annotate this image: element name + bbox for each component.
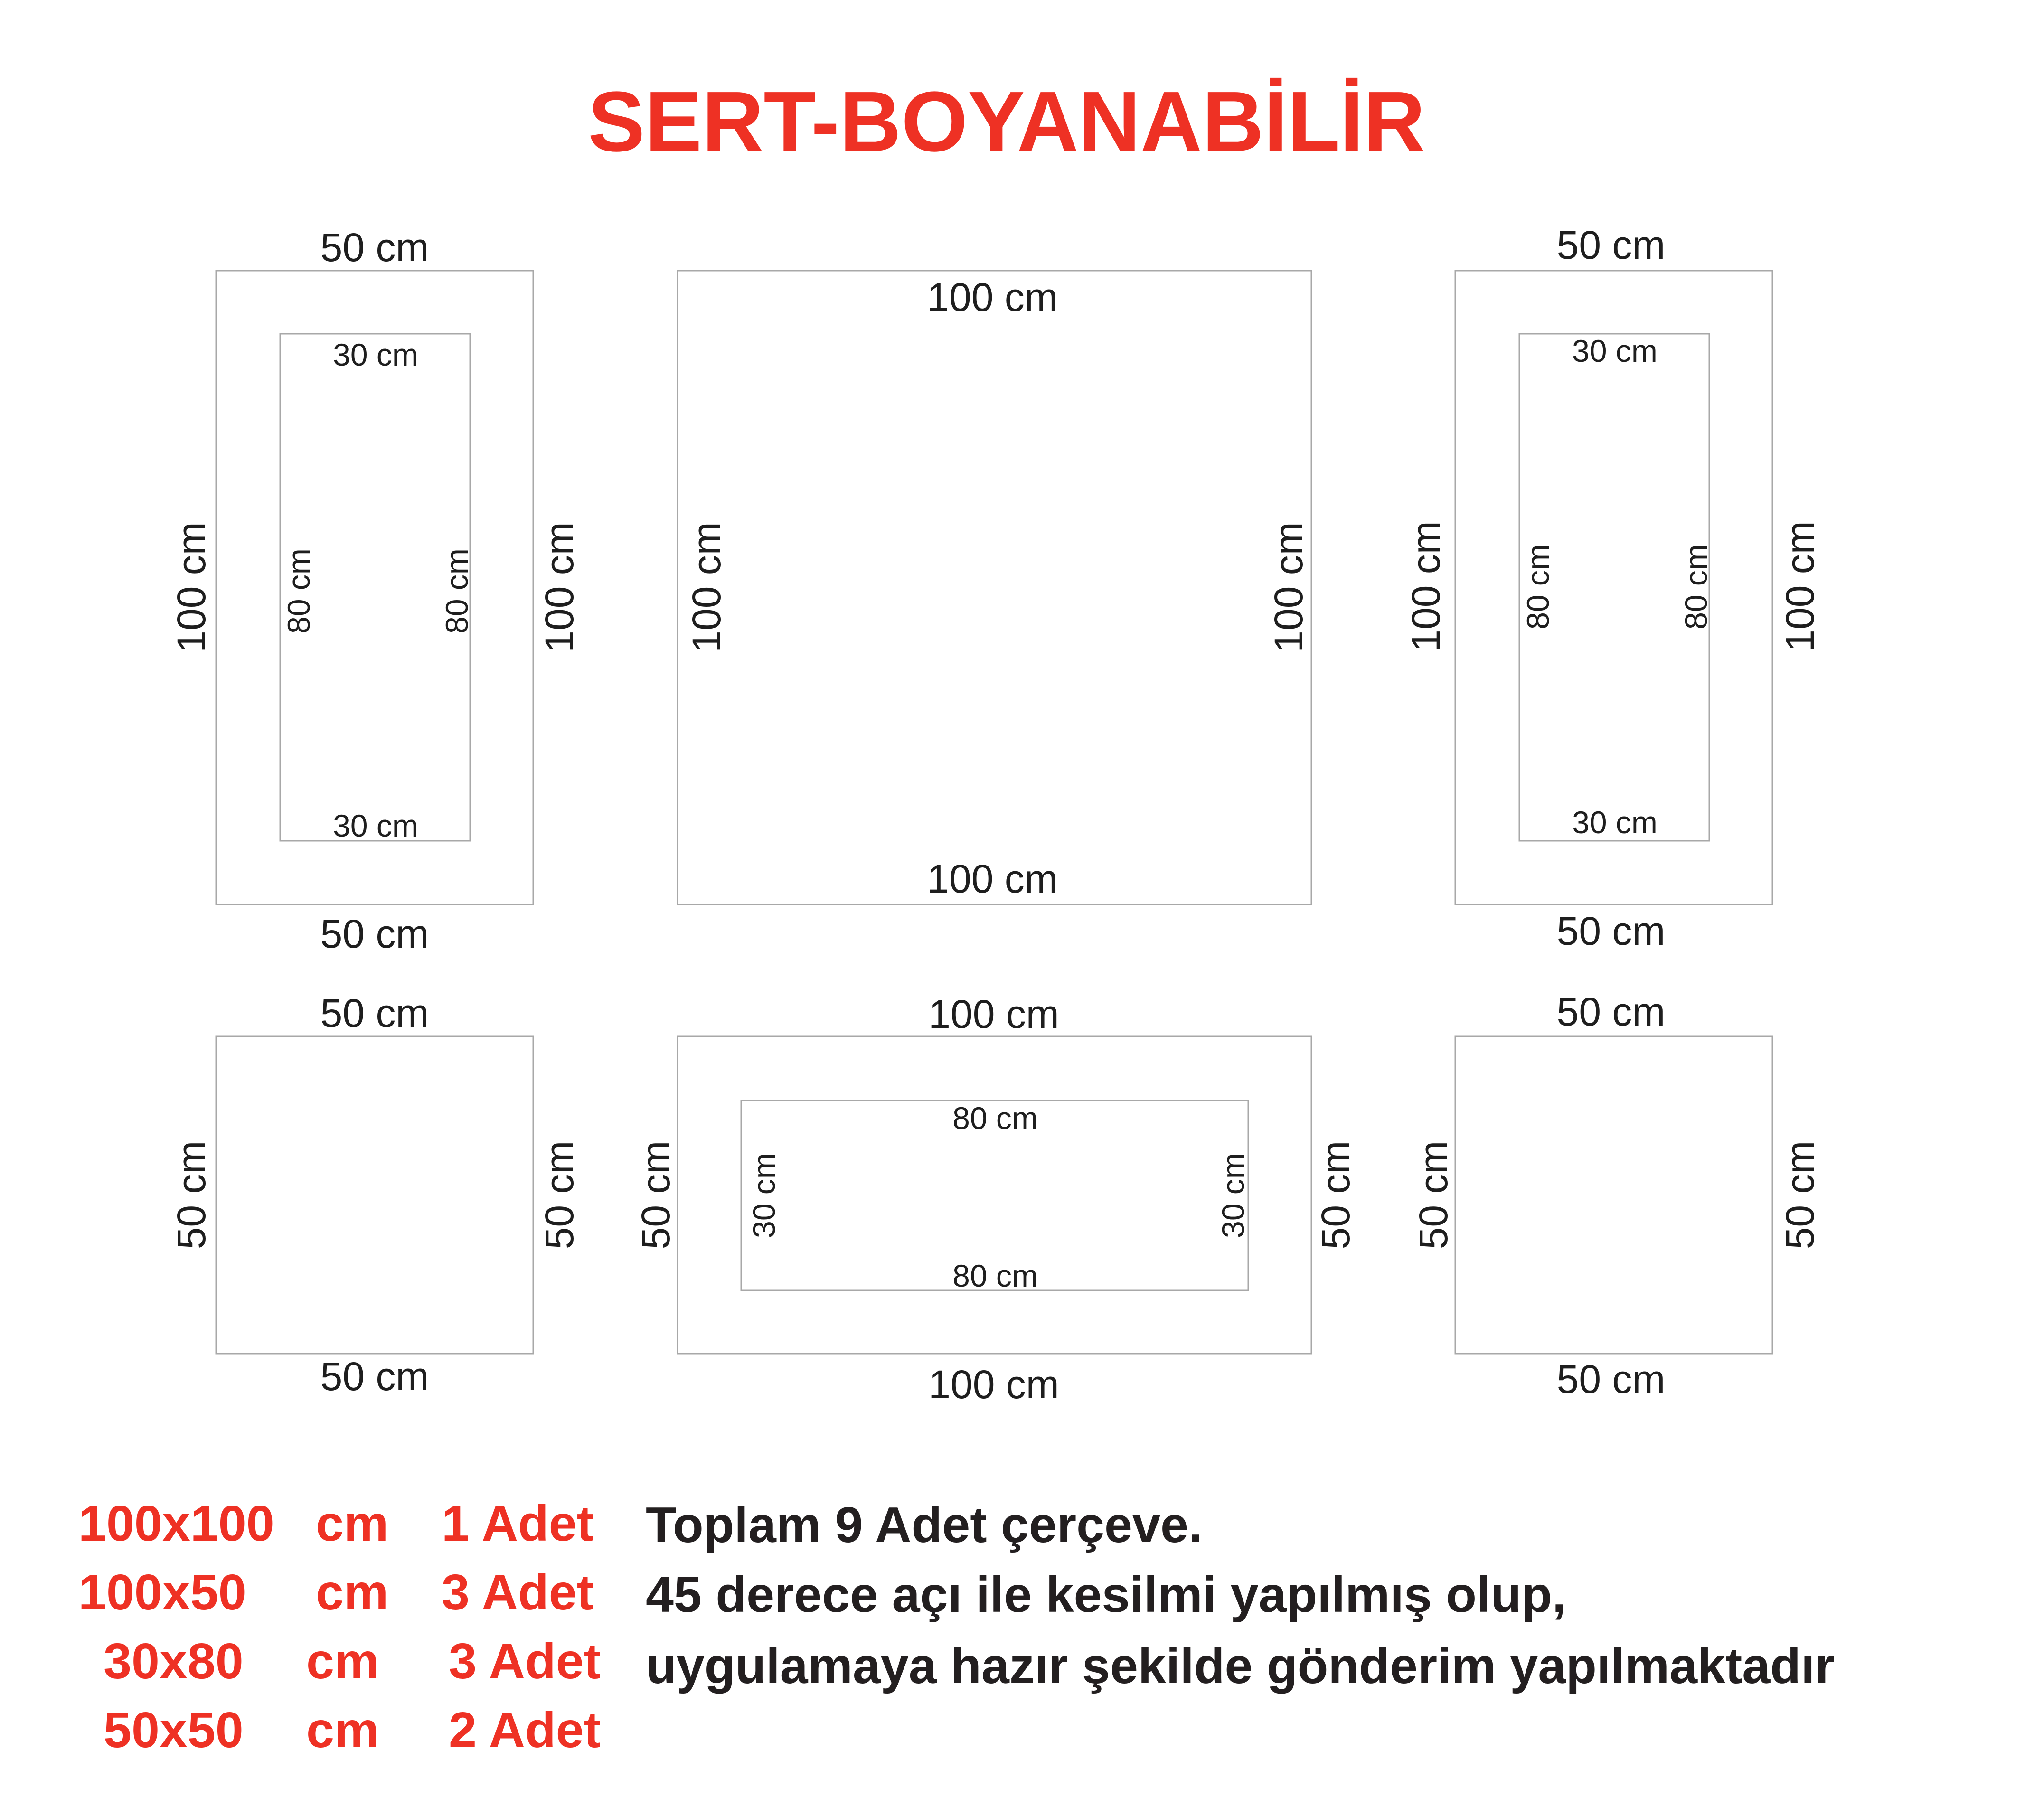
quantity-row (104, 1633, 601, 1689)
outer-frame (678, 271, 1311, 904)
quantity-unit: cm (316, 1496, 389, 1552)
frame-bottom-center (633, 992, 1358, 1407)
outer-bottom-label: 50 cm (320, 912, 429, 956)
quantity-unit: cm (306, 1633, 379, 1689)
outer-frame (1455, 1036, 1772, 1354)
quantity-size: 100x100 (78, 1496, 274, 1552)
inner-left-label: 30 cm (746, 1153, 782, 1238)
outer-left-label: 100 cm (169, 522, 214, 653)
quantity-unit: cm (306, 1702, 379, 1758)
quantity-count: 3 Adet (442, 1564, 594, 1620)
note-line: Toplam 9 Adet çerçeve. (646, 1497, 1203, 1553)
inner-bottom-label: 80 cm (952, 1258, 1038, 1293)
quantity-size: 100x50 (78, 1564, 246, 1620)
outer-frame (216, 1036, 533, 1354)
quantity-count: 1 Adet (442, 1496, 594, 1552)
quantity-size: 50x50 (104, 1702, 244, 1758)
outer-right-label: 50 cm (1778, 1140, 1822, 1250)
note-line: 45 derece açı ile kesilmi yapılmış olup, (646, 1567, 1566, 1623)
frame-top-left (169, 225, 582, 956)
frame-bottom-left (169, 991, 582, 1399)
outer-top-label: 50 cm (1556, 223, 1666, 267)
inner-bottom-label: 30 cm (333, 808, 418, 843)
outer-top-label: 100 cm (928, 992, 1059, 1036)
quantity-unit: cm (316, 1564, 389, 1620)
outer-bottom-label: 100 cm (928, 1362, 1059, 1407)
inner-top-label: 80 cm (952, 1101, 1038, 1136)
quantity-count: 3 Adet (449, 1633, 601, 1689)
inner-right-label: 80 cm (1678, 544, 1714, 630)
outer-left-label: 50 cm (169, 1140, 214, 1250)
note-line: uygulamaya hazır şekilde gönderim yapılmaktadır (646, 1638, 1835, 1694)
outer-right-label: 100 cm (537, 522, 582, 653)
outer-left-label: 50 cm (1411, 1140, 1456, 1250)
inner-right-label: 30 cm (1215, 1153, 1251, 1238)
outer-top-label: 50 cm (1556, 989, 1666, 1034)
outer-top-label: 50 cm (320, 991, 429, 1035)
quantity-size: 30x80 (104, 1633, 244, 1689)
outer-top-label: 100 cm (927, 275, 1058, 320)
inner-left-label: 80 cm (1520, 544, 1555, 630)
inner-top-label: 30 cm (333, 337, 418, 372)
outer-bottom-label: 50 cm (320, 1354, 429, 1399)
notes (646, 1497, 1835, 1694)
outer-left-label: 50 cm (633, 1140, 678, 1250)
frame-top-center (678, 271, 1311, 904)
outer-right-label: 50 cm (1313, 1140, 1358, 1250)
quantity-row (78, 1564, 593, 1620)
outer-bottom-label: 100 cm (927, 856, 1058, 901)
quantity-list (78, 1496, 601, 1758)
outer-right-label: 50 cm (537, 1140, 582, 1250)
inner-right-label: 80 cm (439, 548, 474, 634)
quantity-count: 2 Adet (449, 1702, 601, 1758)
quantity-row (78, 1496, 593, 1552)
inner-left-label: 80 cm (281, 548, 316, 634)
outer-top-label: 50 cm (320, 225, 429, 270)
frame-bottom-right (1411, 989, 1822, 1402)
outer-bottom-label: 50 cm (1556, 909, 1666, 953)
inner-bottom-label: 30 cm (1572, 805, 1658, 840)
inner-top-label: 30 cm (1572, 333, 1658, 368)
outer-right-label: 100 cm (1778, 521, 1822, 652)
page-title: SERT-BOYANABİLİR (588, 74, 1425, 169)
outer-right-label: 100 cm (1266, 522, 1311, 653)
outer-left-label: 100 cm (684, 522, 729, 653)
outer-left-label: 100 cm (1403, 521, 1448, 652)
outer-bottom-label: 50 cm (1556, 1357, 1666, 1402)
quantity-row (104, 1702, 601, 1758)
frame-top-right (1403, 223, 1822, 953)
